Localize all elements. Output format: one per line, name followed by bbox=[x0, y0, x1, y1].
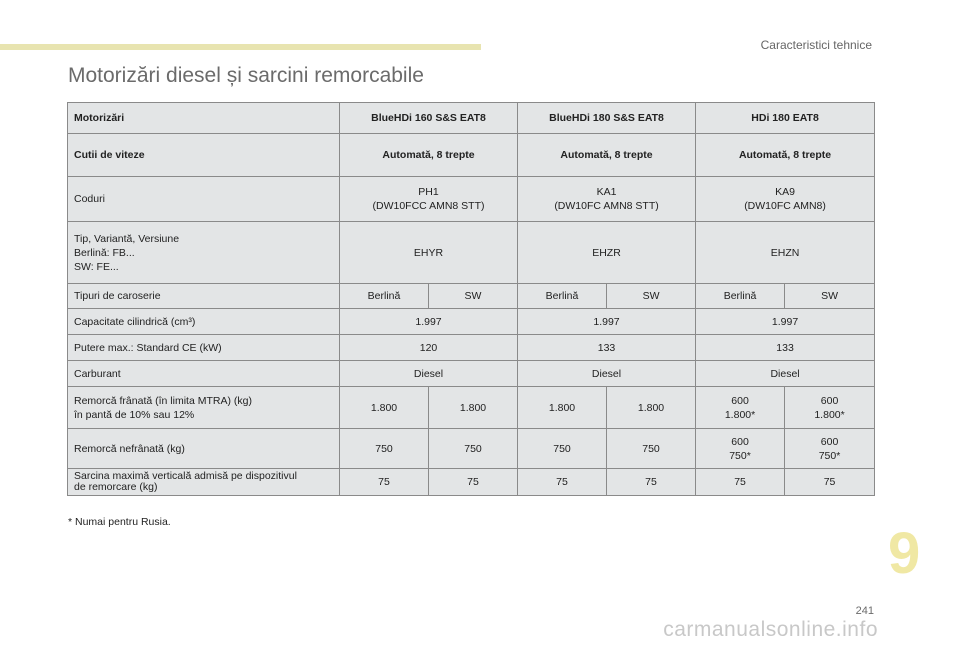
table-cell: 1.800 bbox=[340, 387, 429, 429]
table-cell: 600 750* bbox=[785, 429, 875, 469]
table-cell: 120 bbox=[340, 335, 518, 361]
row-label: Remorcă nefrânată (kg) bbox=[68, 429, 340, 469]
page-title: Motorizări diesel și sarcini remorcabile bbox=[68, 64, 424, 87]
engine-header: HDi 180 EAT8 bbox=[696, 103, 875, 134]
table-row-fuel bbox=[68, 361, 875, 387]
table-cell: 75 bbox=[607, 469, 696, 496]
row-label: Carburant bbox=[68, 361, 340, 387]
table-cell: EHZR bbox=[518, 222, 696, 284]
row-label: Cutii de viteze bbox=[68, 134, 340, 177]
table-cell: PH1 (DW10FCC AMN8 STT) bbox=[340, 177, 518, 222]
row-label: Putere max.: Standard CE (kW) bbox=[68, 335, 340, 361]
table-cell: SW bbox=[607, 284, 696, 309]
table-cell: 75 bbox=[696, 469, 785, 496]
chapter-number: 9 bbox=[888, 521, 921, 586]
table-cell: 1.997 bbox=[340, 309, 518, 335]
table-cell: 75 bbox=[429, 469, 518, 496]
table-cell: 1.997 bbox=[696, 309, 875, 335]
specifications-table bbox=[67, 102, 875, 496]
table-cell: 1.800 bbox=[607, 387, 696, 429]
table-cell: KA9 (DW10FC AMN8) bbox=[696, 177, 875, 222]
table-cell: Automată, 8 trepte bbox=[696, 134, 875, 177]
table-cell: Diesel bbox=[518, 361, 696, 387]
table-cell: 75 bbox=[518, 469, 607, 496]
table-row-power bbox=[68, 335, 875, 361]
table-cell: SW bbox=[785, 284, 875, 309]
watermark-text: carmanualsonline.info bbox=[663, 618, 878, 641]
table-cell: 600 750* bbox=[696, 429, 785, 469]
table-cell: 750 bbox=[340, 429, 429, 469]
table-cell: Berlină bbox=[696, 284, 785, 309]
table-cell: 75 bbox=[340, 469, 429, 496]
row-label: Sarcina maximă verticală admisă pe dispozitivul de remorcare (kg) bbox=[68, 469, 340, 496]
row-label: Capacitate cilindrică (cm³) bbox=[68, 309, 340, 335]
table-row-codes bbox=[68, 177, 875, 222]
table-cell: EHZN bbox=[696, 222, 875, 284]
table-cell: 750 bbox=[518, 429, 607, 469]
table-cell: Berlină bbox=[340, 284, 429, 309]
table-cell: SW bbox=[429, 284, 518, 309]
table-cell: 133 bbox=[696, 335, 875, 361]
table-row-capacity bbox=[68, 309, 875, 335]
engine-header: BlueHDi 160 S&S EAT8 bbox=[340, 103, 518, 134]
table-cell: 75 bbox=[785, 469, 875, 496]
table-cell: 750 bbox=[429, 429, 518, 469]
engine-header: BlueHDi 180 S&S EAT8 bbox=[518, 103, 696, 134]
table-row-body-types bbox=[68, 284, 875, 309]
page-number: 241 bbox=[855, 605, 874, 617]
row-label: Tip, Variantă, Versiune Berlină: FB... SW: FE... bbox=[68, 222, 340, 284]
table-row-braked-trailer bbox=[68, 387, 875, 429]
table-cell: Automată, 8 trepte bbox=[518, 134, 696, 177]
table-cell: 133 bbox=[518, 335, 696, 361]
table-row-noseweight bbox=[68, 469, 875, 496]
table-row-type bbox=[68, 222, 875, 284]
table-cell: Automată, 8 trepte bbox=[340, 134, 518, 177]
table-cell: Diesel bbox=[340, 361, 518, 387]
table-cell: 600 1.800* bbox=[696, 387, 785, 429]
table-cell: Diesel bbox=[696, 361, 875, 387]
row-label: Motorizări bbox=[68, 103, 340, 134]
table-row-engines bbox=[68, 103, 875, 134]
row-label: Remorcă frânată (în limita MTRA) (kg) în pantă de 10% sau 12% bbox=[68, 387, 340, 429]
table-cell: 1.800 bbox=[429, 387, 518, 429]
row-label: Tipuri de caroserie bbox=[68, 284, 340, 309]
footnote: * Numai pentru Rusia. bbox=[68, 516, 171, 528]
table-cell: 750 bbox=[607, 429, 696, 469]
table-cell: EHYR bbox=[340, 222, 518, 284]
table-row-unbraked-trailer bbox=[68, 429, 875, 469]
header-accent-bar bbox=[0, 44, 481, 50]
table-cell: 600 1.800* bbox=[785, 387, 875, 429]
table-cell: KA1 (DW10FC AMN8 STT) bbox=[518, 177, 696, 222]
table-cell: 1.800 bbox=[518, 387, 607, 429]
row-label: Coduri bbox=[68, 177, 340, 222]
table-cell: 1.997 bbox=[518, 309, 696, 335]
table-row-gearbox bbox=[68, 134, 875, 177]
section-label: Caracteristici tehnice bbox=[760, 38, 872, 52]
table-cell: Berlină bbox=[518, 284, 607, 309]
